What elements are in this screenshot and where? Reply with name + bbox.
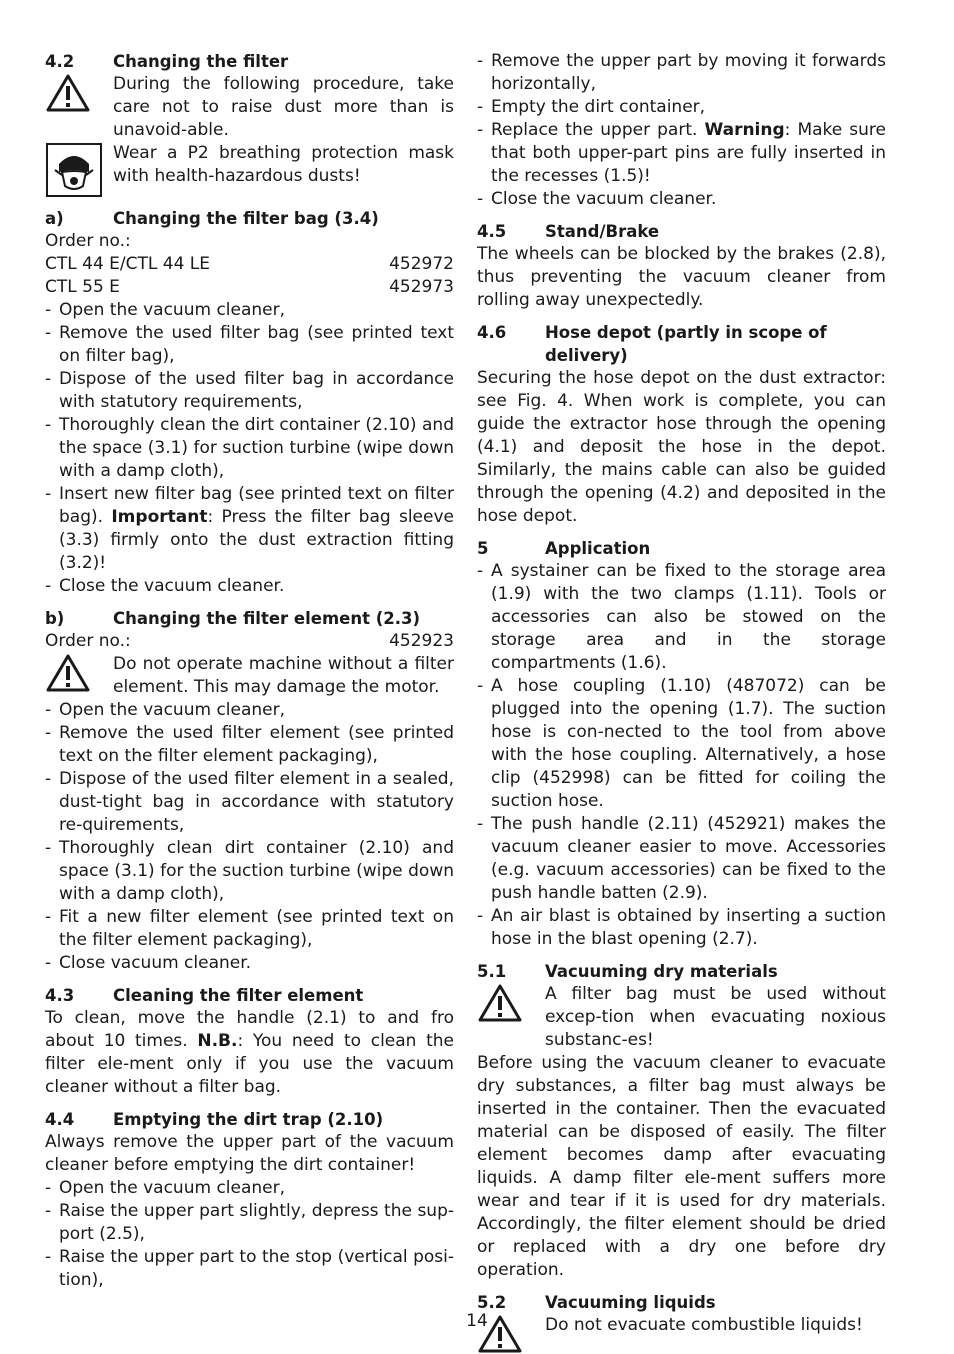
warning-triangle-icon bbox=[45, 73, 113, 142]
section-4-5-heading bbox=[477, 220, 886, 243]
section-number: 5 bbox=[477, 539, 489, 558]
list-item: - Thoroughly clean the dirt container (2.10) and the space (3.1) for suction turbine (wipe down with a damp cloth), bbox=[45, 414, 454, 483]
dry-materials-paragraph: Before using the vacuum cleaner to evacuate dry substances, a filter bag must always be inserted in the container. Then the evacuated material can be disposed of easily. The filter element becomes damp after evacuating liquids. A damp filter ele-ment suffers more wear and tear if it is used for dry materials. Accordingly, the filter element should be dried or replaced with a dry one before dry operation. bbox=[477, 1053, 886, 1280]
section-title: Cleaning the filter element bbox=[113, 986, 364, 1005]
list-item: - Open the vacuum cleaner, bbox=[45, 299, 454, 322]
section-4-3-heading bbox=[45, 984, 454, 1007]
emptying-steps-continued bbox=[477, 50, 886, 211]
section-number: 4.2 bbox=[45, 52, 75, 71]
list-item: - Dispose of the used filter element in a sealed, dust-tight bag in accordance with statutory re-quirements, bbox=[45, 768, 454, 837]
section-number: 4.4 bbox=[45, 1110, 75, 1129]
order-row bbox=[45, 630, 454, 653]
list-item: - Close the vacuum cleaner. bbox=[477, 188, 886, 211]
section-4-2-heading bbox=[45, 50, 454, 73]
order-model: CTL 44 E/CTL 44 LE bbox=[45, 254, 211, 274]
emptying-intro: Always remove the upper part of the vacuum cleaner before emptying the dirt container! bbox=[45, 1132, 454, 1175]
cleaning-paragraph bbox=[45, 1007, 454, 1099]
important-label: Important bbox=[111, 507, 208, 527]
section-number: 4.6 bbox=[477, 323, 507, 342]
section-5-1-heading bbox=[477, 960, 886, 983]
list-item: - Close the vacuum cleaner. bbox=[45, 575, 454, 598]
section-title: Hose depot (partly in scope of delivery) bbox=[545, 323, 827, 365]
mask-text: Wear a P2 breathing protection mask with health-hazardous dusts! bbox=[113, 143, 454, 186]
warning-text: Do not evacuate combustible liquids! bbox=[545, 1315, 863, 1335]
section-title: Changing the filter bag (3.4) bbox=[113, 209, 379, 228]
warning-triangle-icon bbox=[45, 653, 113, 699]
section-number: 5.1 bbox=[477, 962, 507, 981]
list-item: - Remove the upper part by moving it forwards horizontally, bbox=[477, 50, 886, 96]
motor-warning bbox=[45, 653, 454, 699]
list-item: - Open the vacuum cleaner, bbox=[45, 1177, 454, 1200]
order-label: Order no.: bbox=[45, 231, 131, 251]
filter-element-steps bbox=[45, 699, 454, 975]
list-item: - Open the vacuum cleaner, bbox=[45, 699, 454, 722]
list-item: - An air blast is obtained by inserting a suction hose in the blast opening (2.7). bbox=[477, 905, 886, 951]
filter-bag-steps bbox=[45, 299, 454, 598]
warning-text: Do not operate machine without a filter element. This may damage the motor. bbox=[113, 654, 454, 697]
step-text: Replace the upper part. bbox=[491, 120, 705, 140]
breathing-mask-icon bbox=[45, 142, 113, 198]
order-row bbox=[45, 276, 454, 299]
warning-text: A filter bag must be used without excep-tion when evacuating noxious substanc-es! bbox=[545, 984, 886, 1050]
list-item: - Close vacuum cleaner. bbox=[45, 952, 454, 975]
brake-paragraph: The wheels can be blocked by the brakes (2.8), thus preventing the vacuum cleaner from rolling away unexpectedly. bbox=[477, 244, 886, 310]
list-item: - Raise the upper part to the stop (vertical posi-tion), bbox=[45, 1246, 454, 1292]
step-text: Insert new filter bag (see printed text on filter bag). bbox=[59, 484, 454, 527]
list-item: - Remove the used filter bag (see printed text on filter bag), bbox=[45, 322, 454, 368]
filter-bag-warning bbox=[477, 983, 886, 1052]
section-number: 5.2 bbox=[477, 1293, 507, 1312]
section-b-heading bbox=[45, 607, 454, 630]
list-item: - A systainer can be fixed to the storage area (1.9) with the two clamps (1.11). Tools or accessories can also be stowed on the storage area and in the storage compartments (1.6). bbox=[477, 560, 886, 675]
order-number: 452972 bbox=[389, 254, 454, 274]
section-number: b) bbox=[45, 609, 65, 628]
order-number: 452973 bbox=[389, 277, 454, 297]
section-4-4-heading bbox=[45, 1108, 454, 1131]
section-title: Changing the filter bbox=[113, 52, 289, 71]
section-number: 4.5 bbox=[477, 222, 507, 241]
section-number: 4.3 bbox=[45, 986, 75, 1005]
section-5-heading bbox=[477, 537, 886, 560]
list-item: - The push handle (2.11) (452921) makes the vacuum cleaner easier to move. Accessories (e.g. vacuum accessories) can be fixed to the push handle batten (2.9). bbox=[477, 813, 886, 905]
list-item: - A hose coupling (1.10) (487072) can be plugged into the opening (1.7). The suction hose is con-nected to the tool from above with the hose coupling. Alternatively, a hose clip (452998) can be fitted for coiling the suction hose. bbox=[477, 675, 886, 813]
order-label: Order no.: bbox=[45, 631, 131, 651]
list-item: - Thoroughly clean dirt container (2.10) and space (3.1) for the suction turbine (wipe down with a damp cloth), bbox=[45, 837, 454, 906]
step-text: : Make sure that both upper-part pins are fully inserted in the recesses (1.5)! bbox=[491, 120, 886, 186]
warning-text: During the following procedure, take care not to raise dust more than is unavoid-able. bbox=[113, 74, 454, 140]
section-title: Vacuuming dry materials bbox=[545, 962, 778, 981]
section-title: Application bbox=[545, 539, 651, 558]
section-number: a) bbox=[45, 209, 64, 228]
section-title: Emptying the dirt trap (2.10) bbox=[113, 1110, 384, 1129]
right-column bbox=[477, 50, 886, 1354]
list-item: - Fit a new filter element (see printed text on the filter element packaging), bbox=[45, 906, 454, 952]
list-item: - Remove the used filter element (see printed text on the filter element packaging), bbox=[45, 722, 454, 768]
section-a-heading bbox=[45, 207, 454, 230]
paragraph-text: : You need to clean the filter ele-ment only if you use the vacuum cleaner without a filter bag. bbox=[45, 1031, 455, 1097]
list-item: - Empty the dirt container, bbox=[477, 96, 886, 119]
list-item bbox=[477, 119, 886, 188]
page-number: 14 bbox=[466, 1311, 488, 1331]
list-item bbox=[45, 483, 454, 575]
nb-label: N.B. bbox=[197, 1031, 238, 1051]
order-number: 452923 bbox=[389, 631, 454, 651]
list-item: - Dispose of the used filter bag in accordance with statutory requirements, bbox=[45, 368, 454, 414]
paragraph-text: To clean, move the handle (2.1) to and fro about 10 times. bbox=[45, 1008, 454, 1051]
dust-warning bbox=[45, 73, 454, 142]
section-title: Stand/Brake bbox=[545, 222, 660, 241]
hose-depot-paragraph: Securing the hose depot on the dust extractor: see Fig. 4. When work is complete, you can guide the extractor hose through the opening (4.1) and deposit the hose in the depot. Similarly, the mains cable can also be guided through the opening (4.2) and deposited in the hose depot. bbox=[477, 368, 886, 526]
mask-notice bbox=[45, 142, 454, 198]
section-title: Changing the filter element (2.3) bbox=[113, 609, 421, 628]
warning-label: Warning bbox=[704, 120, 785, 140]
warning-triangle-icon bbox=[477, 983, 545, 1052]
left-column bbox=[45, 50, 454, 1292]
order-model: CTL 55 E bbox=[45, 277, 120, 297]
emptying-steps bbox=[45, 1177, 454, 1292]
order-row bbox=[45, 253, 454, 276]
section-4-6-heading bbox=[477, 321, 886, 367]
step-text: : Press the filter bag sleeve (3.3) firmly onto the dust extraction fitting (3.2)! bbox=[59, 507, 454, 573]
application-list bbox=[477, 560, 886, 951]
list-item: - Raise the upper part slightly, depress the sup-port (2.5), bbox=[45, 1200, 454, 1246]
section-title: Vacuuming liquids bbox=[545, 1293, 716, 1312]
